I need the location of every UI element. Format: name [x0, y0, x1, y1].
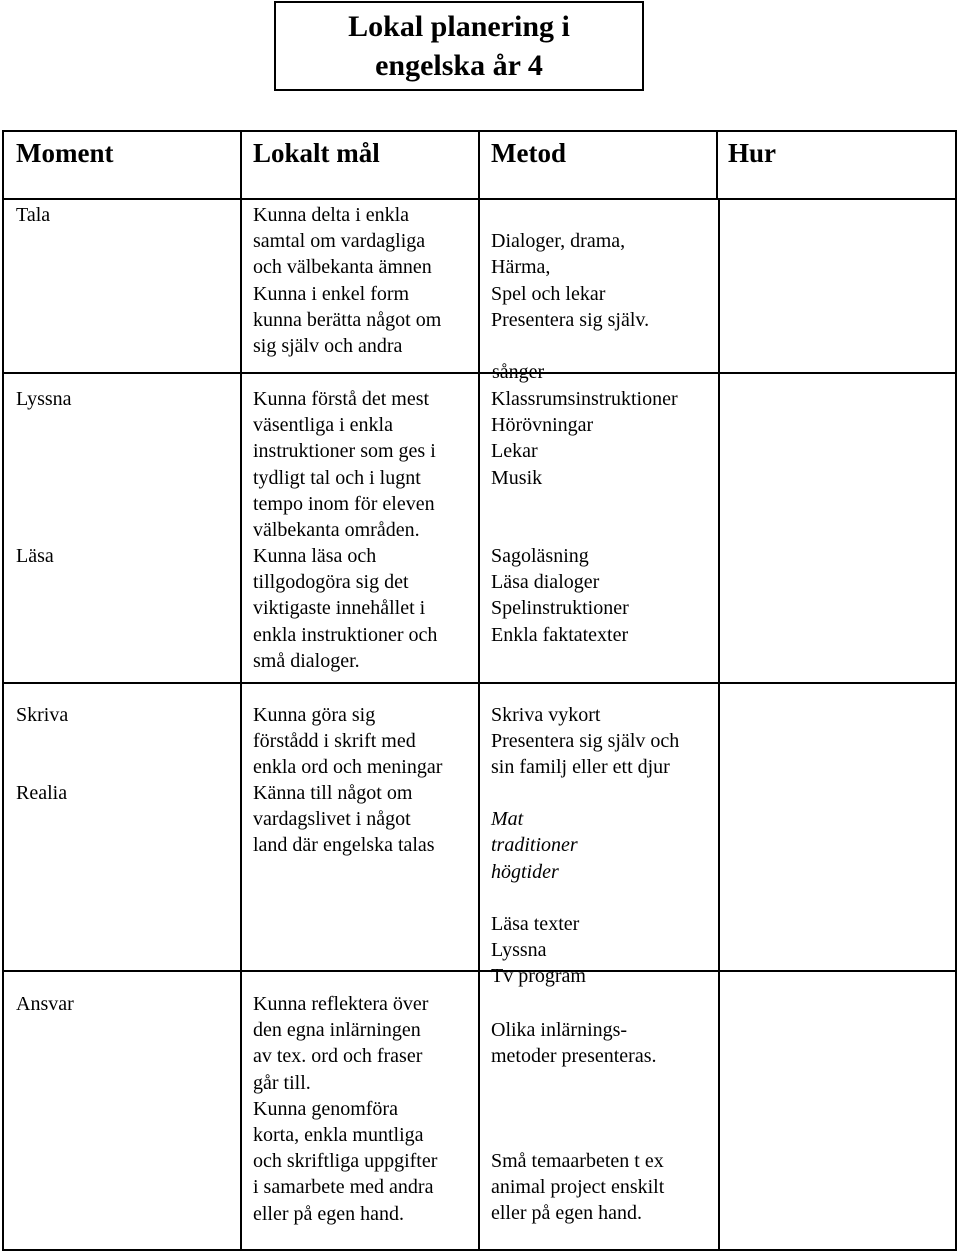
col-divider-3a: [716, 132, 718, 198]
metod-ansvar-spacer: [491, 1096, 664, 1122]
col-divider-2: [478, 132, 480, 1251]
header-moment: Moment: [16, 138, 114, 168]
mal-skriva: Kunna göra sig förstådd i skrift med enkla ord och meningar: [253, 704, 443, 779]
metod-tala-main: Dialoger, drama, Härma, Spel och lekar Presentera sig själv.: [491, 230, 650, 331]
metod-skriva: Skriva vykort Presentera sig själv och sin familj eller ett djur: [491, 704, 680, 779]
metod-realia: [491, 780, 586, 1016]
header-lokalt-mal: Lokalt mål: [253, 138, 380, 168]
page-title: [348, 7, 570, 85]
moment-ansvar: Ansvar: [16, 993, 74, 1015]
moment-lyssna: Lyssna: [16, 388, 72, 410]
metod-ansvar-projects: Små temaarbeten t ex animal project enskilt eller på egen hand.: [491, 1150, 665, 1225]
mal-tala: Kunna delta i enkla samtal om vardagliga och välbekanta ämnen Kunna i enkel form kunna berätta något om sig själv och andra: [253, 204, 442, 358]
moment-tala: Tala: [16, 204, 51, 226]
title-box: [274, 1, 644, 91]
header-hur: Hur: [728, 138, 777, 168]
moment-lasa: Läsa: [16, 545, 54, 567]
header-metod: Metod: [491, 138, 566, 168]
metod-lasa: Sagoläsning Läsa dialoger Spelinstruktioner Enkla faktatexter: [491, 545, 629, 646]
col-divider-3b: [718, 198, 720, 1251]
planning-table: [2, 130, 957, 1251]
mal-ansvar: Kunna reflektera över den egna inlärningen av tex. ord och fraser går till. Kunna genomföra korta, enkla muntliga och skriftliga uppgifter i samarbete med andra eller på egen hand.: [253, 993, 438, 1225]
metod-realia-themes: Mat traditioner högtider: [491, 808, 578, 883]
moment-skriva: Skriva: [16, 704, 69, 726]
mal-lyssna: Kunna förstå det mest väsentliga i enkla instruktioner som ges i tydligt tal och i lugnt tempo inom för eleven välbekanta områden.: [253, 388, 436, 542]
metod-ansvar-methods: Olika inlärnings- metoder presenteras.: [491, 1019, 657, 1068]
metod-tala-songs: sånger: [492, 361, 545, 384]
metod-realia-activities: Läsa texter Lyssna Tv program: [491, 913, 586, 988]
moment-realia: Realia: [16, 782, 68, 804]
mal-realia: Känna till något om vardagslivet i något land där engelska talas: [253, 782, 435, 857]
col-divider-1: [240, 132, 242, 1251]
metod-lyssna: Klassrumsinstruktioner Hörövningar Lekar Musik: [491, 388, 678, 489]
mal-lasa: Kunna läsa och tillgodogöra sig det viktigaste innehållet i enkla instruktioner och små dialoger.: [253, 545, 438, 672]
metod-ansvar: [491, 991, 664, 1253]
title-line-2: engelska år 4: [375, 49, 543, 82]
metod-tala: [491, 202, 649, 412]
title-line-1: Lokal planering i: [348, 10, 570, 43]
